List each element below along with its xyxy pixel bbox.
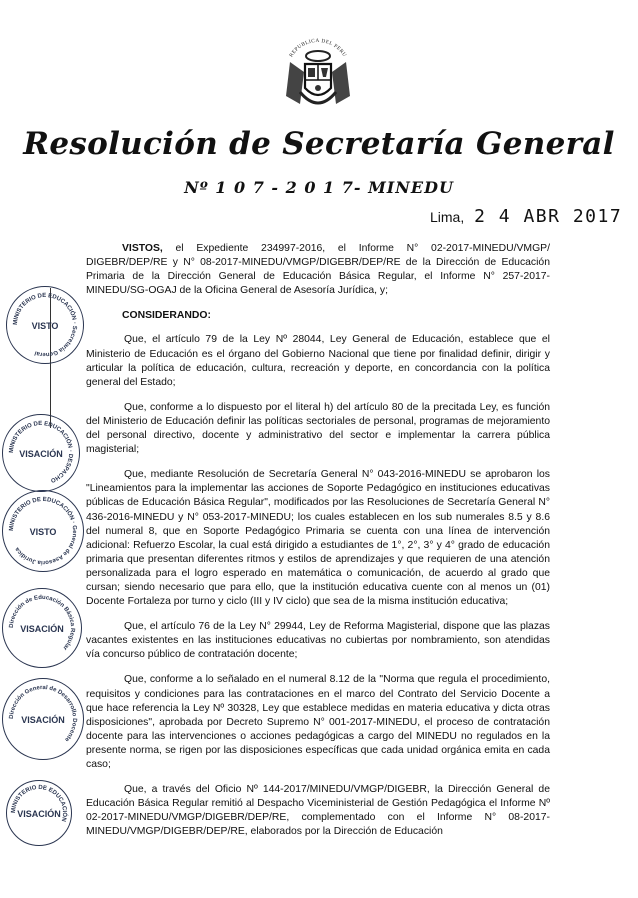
seal-visto-secretaria [6,286,84,364]
svg-text:Dirección General de Desarroll: Dirección General de Desarrollo Docente [8,684,78,743]
document-title: Resolución de Secretaría General [23,126,615,162]
vistos-paragraph [86,242,550,298]
document-body [86,242,550,850]
paragraph-1: Que, el artículo 79 de la Ley Nº 28044, Ley General de Educación, establece que el Ministerio de Educación es el órgano del Gobierno Nacional que tiene por finalidad definir, dirigir y articular la política de educación, cultura, recreación y deporte, en concordancia con la política general del Estado; [86,334,550,388]
svg-text:VISTO: VISTO [31,321,59,331]
date-value: 2 4 ABR 2017 [474,206,623,227]
seal-visacion-docente [2,678,84,760]
svg-text:VISTO: VISTO [29,527,57,537]
svg-text:MINISTERIO DE EDUCACIÓN · Secr: MINISTERIO DE EDUCACIÓN · Secretaría General [12,292,78,358]
document-date [430,206,622,227]
paragraph-5: Que, conforme a lo señalado en el numeral 8.12 de la "Norma que regula el procedimiento, requisitos y condiciones para las contrataciones en el marco del Contrato del Servicio Docente a que hace referencia la Ley Nº 30328, Ley que establece medidas en materia educativa y dicta otras disposiciones", aprobada por Decreto Supremo N° 001-2017-MINEDU, el proceso de contratación docente para las intervenciones o acciones pedagógicas a cargo del MINEDU no regulados en la presente norma, se rigen por las disposiciones específicas que cada unidad orgánica emita en cada caso; [86,674,550,770]
resolution-number: Nº 1 0 7 - 2 0 1 7- MINEDU [184,178,454,197]
paragraph-6: Que, a través del Oficio Nº 144-2017/MINEDU/VMGP/DIGEBR, la Dirección General de Educación Básica Regular remitió al Despacho Viceministerial de Gestión Pedagógica el Informe Nº 02-2017-MINEDU/VMGP/DIGEBR/DEP/RE, complementado con el Informe N° 08-2017-MINEDU/VMGP/DIGEBR/DEP/RE, elaborados por la Dirección de Educación [86,784,550,838]
svg-text:VISACIÓN: VISACIÓN [21,715,65,725]
seal-visacion-despacho [2,414,80,492]
svg-text:VISACIÓN: VISACIÓN [19,449,63,459]
svg-text:Dirección de Educación Básica: Dirección de Educación Básica Regular [8,594,76,651]
paragraph-4: Que, el artículo 76 de la Ley N° 29944, Ley de Reforma Magisterial, dispone que las plazas vacantes existentes en las instituciones educativas no cubiertas por nombramiento, son atendidas vía concurso público de contratación docente; [86,621,550,661]
paragraph-3: Que, mediante Resolución de Secretaría General N° 043-2016-MINEDU se aprobaron los "Lineamientos para la implementar las acciones de Soporte Pedagógico en instituciones educativas públicas de Educación Básica Regular", modificados por las Resoluciones de Secretaría General N° 436-2016-MINEDU y N° 053-2017-MINEDU; los cuales establecen en los sub numerales 8.5 y 8.6 del numeral 8, que en Soporte Pedagógico Primaria se cuenta con una línea de intervención adicional: Refuerzo Escolar, la cual está dirigido a estudiantes de 1°, 2°, 3° y 4° grado de educación primaria que presentan diferentes ritmos y estilos de aprendizajes y que requieren de una atención personalizada para el logro esperado en matemática o comunicación, de acuerdo al grado que cursan; siendo necesario que para ello, que la institución educativa cuente con al menos un (01) Docente Fortaleza por turno y ciclo (III y IV ciclo) que sea de la misma institución educativa; [86,469,550,608]
seal-visacion-ebr [2,588,82,668]
date-city: Lima, [430,209,465,225]
svg-text:MINISTERIO DE EDUCACIÓN · DESP: MINISTERIO DE EDUCACIÓN · DESPACHO [8,420,74,484]
seal-visacion-bottom [6,780,72,846]
seal-visto-asesoria [2,490,84,572]
svg-text:MINISTERIO DE EDUCACIÓN · Gene: MINISTERIO DE EDUCACIÓN · General de Asesoría Jurídica [8,496,78,566]
vistos-text: el Expediente 234997-2016, el Informe N° 02-2017-MINEDU/VMGP/ DIGEBR/DEP/RE y N° 08-2017-MINEDU/VMGP/DIGEBR/DEP/RE de la Dirección de Educación Primaria de la Dirección General de Educación Básica Regular, el Informe N° 257-2017-MINEDU/SG-OGAJ de la Oficina General de Asesoría Jurídica, y; [86,243,550,297]
svg-text:VISACIÓN: VISACIÓN [20,624,64,634]
svg-text:VISACIÓN: VISACIÓN [17,809,61,819]
considerando-heading: CONSIDERANDO: [122,310,211,322]
vistos-lead: VISTOS, [122,243,163,254]
svg-text:MINISTERIO DE EDUCACIÓN: MINISTERIO DE EDUCACIÓN [10,784,68,823]
svg-text:REPUBLICA DEL PERU: REPUBLICA DEL PERU [288,37,348,59]
coat-of-arms-icon [270,22,366,118]
paragraph-2: Que, conforme a lo dispuesto por el literal h) del artículo 80 de la precitada Ley, es función del Ministerio de Educación definir las políticas sectoriales de personal, programas de mejoramiento del personal directivo, docente y administrativo del sector e implementar la carrera pública magisterial; [86,401,550,456]
